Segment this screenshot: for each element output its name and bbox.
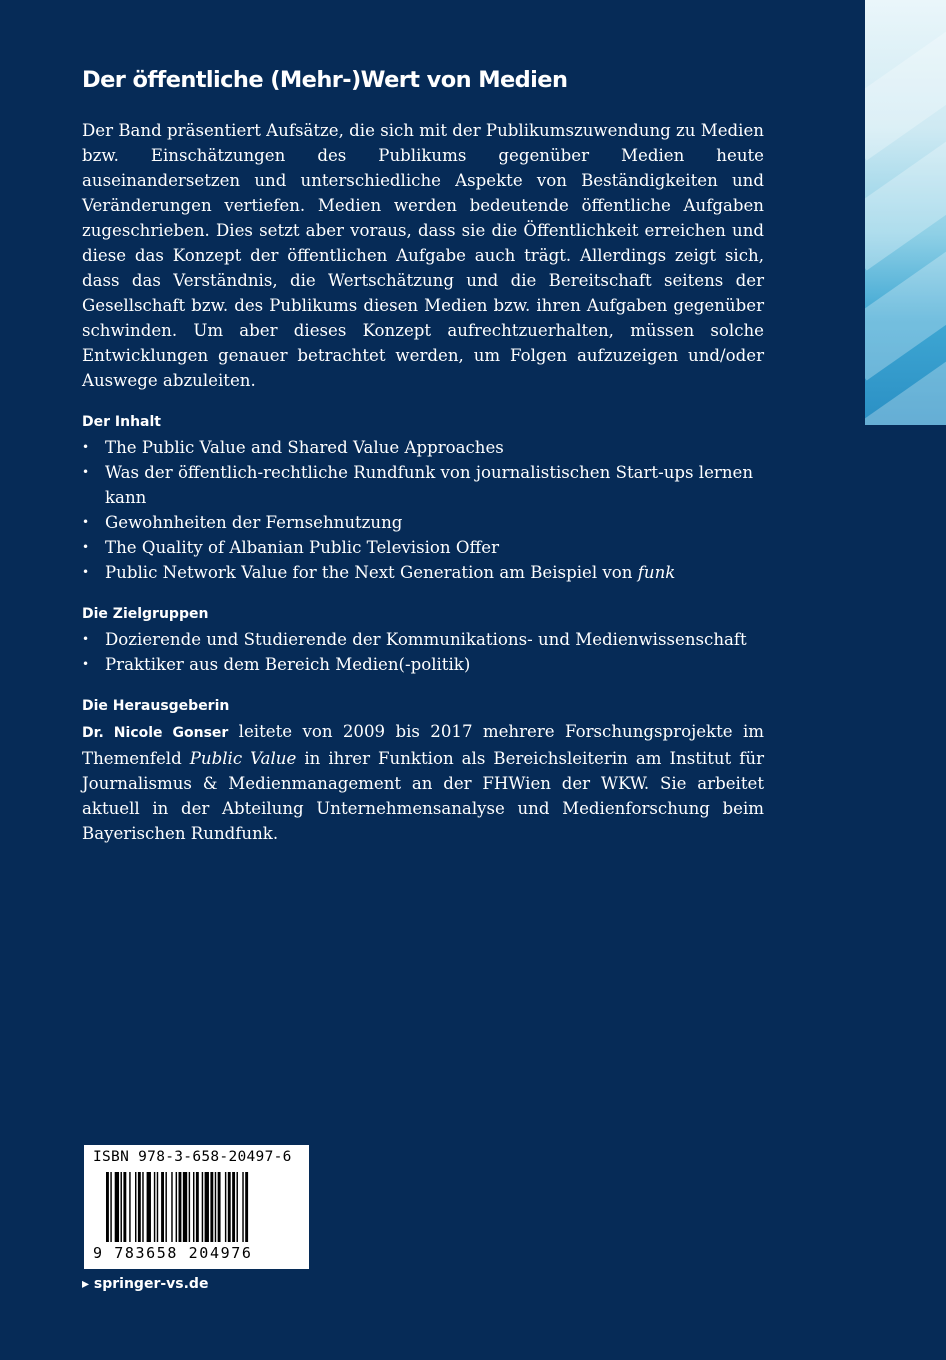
barcode-bar bbox=[121, 1172, 122, 1242]
contents-heading: Der Inhalt bbox=[82, 414, 161, 430]
barcode-bar bbox=[232, 1172, 235, 1242]
list-item-italic: funk bbox=[637, 563, 676, 582]
barcode-bar bbox=[237, 1172, 238, 1242]
list-item bbox=[82, 560, 764, 585]
barcode-bar bbox=[218, 1172, 221, 1242]
barcode-bar bbox=[196, 1172, 199, 1242]
list-item: • Was der öffentlich-rechtliche Rundfunk von journalistischen Start-ups lernen kann bbox=[82, 460, 764, 510]
audience-section bbox=[82, 602, 764, 677]
barcode-bar bbox=[228, 1172, 231, 1242]
barcode-bar bbox=[215, 1172, 216, 1242]
editor-bio bbox=[82, 719, 764, 846]
audience-list bbox=[82, 627, 764, 677]
barcode-bar bbox=[106, 1172, 109, 1242]
list-item: • The Quality of Albanian Public Television Offer bbox=[82, 535, 764, 560]
barcode-bar bbox=[205, 1172, 209, 1242]
editor-section bbox=[82, 694, 764, 846]
intro-paragraph: Der Band präsentiert Aufsätze, die sich mit der Publikumszuwendung zu Medien bzw. Einschätzungen des Publikums gegenüber Medien heute auseinandersetzen und unterschiedliche Aspekte von Beständigkeiten und Veränderungen vertiefen. Medien werden bedeutende öffentliche Aufgaben zugeschrieben. Dies setzt aber voraus, dass sie die Öffentlichkeit erreichen und diese das Konzept der öffentlichen Aufgabe auch trägt. Allerdings zeigt sich, dass das Verständnis, die Wertschätzung und die Bereitschaft seitens der Gesellschaft bzw. des Publikums diesen Medien bzw. ihren Aufgaben gegenüber schwinden. Um aber dieses Konzept aufrechtzuerhalten, müssen solche Entwicklungen genauer betrachtet werden, um Folgen aufzuzeigen und/oder Auswege abzuleiten. bbox=[82, 121, 764, 390]
barcode-bar bbox=[129, 1172, 130, 1242]
barcode-bar bbox=[115, 1172, 119, 1242]
barcode-bar bbox=[147, 1172, 151, 1242]
barcode-bar bbox=[138, 1172, 141, 1242]
audience-heading: Die Zielgruppen bbox=[82, 606, 209, 622]
barcode-bar bbox=[110, 1172, 111, 1242]
isbn-number: ISBN 978-3-658-20497-6 bbox=[93, 1149, 292, 1165]
barcode-bar bbox=[179, 1172, 182, 1242]
barcode-bar bbox=[157, 1172, 158, 1242]
barcode-bar bbox=[135, 1172, 136, 1242]
editor-name: Dr. Nicole Gonser bbox=[82, 725, 229, 741]
barcode-bar bbox=[193, 1172, 194, 1242]
list-item: • Dozierende und Studierende der Kommunikations- und Medienwissenschaft bbox=[82, 627, 764, 652]
editor-bio-text-end: in ihrer Funktion als Bereichsleiterin am Institut für Journalismus & Medienmanagement an der FHWien der WKW. Sie arbeitet aktuell in der Abteilung Unternehmensanalyse und Medienforschung beim Bayerischen Rundfunk. bbox=[82, 749, 765, 843]
editor-bio-text: leitete von 2009 bis 2017 mehrere Forschungsprojekte im Themenfeld bbox=[82, 722, 764, 768]
publisher-link[interactable]: ▸ springer-vs.de bbox=[82, 1276, 209, 1292]
barcode-bar bbox=[123, 1172, 126, 1242]
barcode-bar bbox=[245, 1172, 248, 1242]
barcode-bar bbox=[154, 1172, 155, 1242]
isbn-barcode bbox=[84, 1145, 309, 1269]
barcode-bars bbox=[106, 1172, 301, 1242]
list-item: • The Public Value and Shared Value Approaches bbox=[82, 435, 764, 460]
barcode-bar bbox=[165, 1172, 166, 1242]
editor-bio-italic: Public Value bbox=[189, 749, 297, 768]
list-item: • Gewohnheiten der Fernsehnutzung bbox=[82, 510, 764, 535]
barcode-bar bbox=[161, 1172, 164, 1242]
cover-corner-image bbox=[865, 0, 946, 425]
barcode-bar bbox=[189, 1172, 190, 1242]
editor-heading: Die Herausgeberin bbox=[82, 698, 230, 714]
barcode-bar bbox=[225, 1172, 226, 1242]
barcode-bar bbox=[210, 1172, 213, 1242]
contents-section bbox=[82, 410, 764, 585]
barcode-bar bbox=[183, 1172, 187, 1242]
barcode-bar bbox=[176, 1172, 177, 1242]
barcode-bar bbox=[242, 1172, 243, 1242]
back-cover-text bbox=[82, 64, 764, 846]
contents-list bbox=[82, 435, 764, 585]
list-item: • Praktiker aus dem Bereich Medien(-politik) bbox=[82, 652, 764, 677]
barcode-bar bbox=[171, 1172, 172, 1242]
book-title: Der öffentliche (Mehr-)Wert von Medien bbox=[82, 67, 568, 93]
list-item-text: Public Network Value for the Next Generation am Beispiel von bbox=[105, 563, 638, 582]
barcode-bar bbox=[142, 1172, 143, 1242]
ean-digits: 9 783658 204976 bbox=[93, 1244, 253, 1262]
barcode-bar bbox=[202, 1172, 203, 1242]
